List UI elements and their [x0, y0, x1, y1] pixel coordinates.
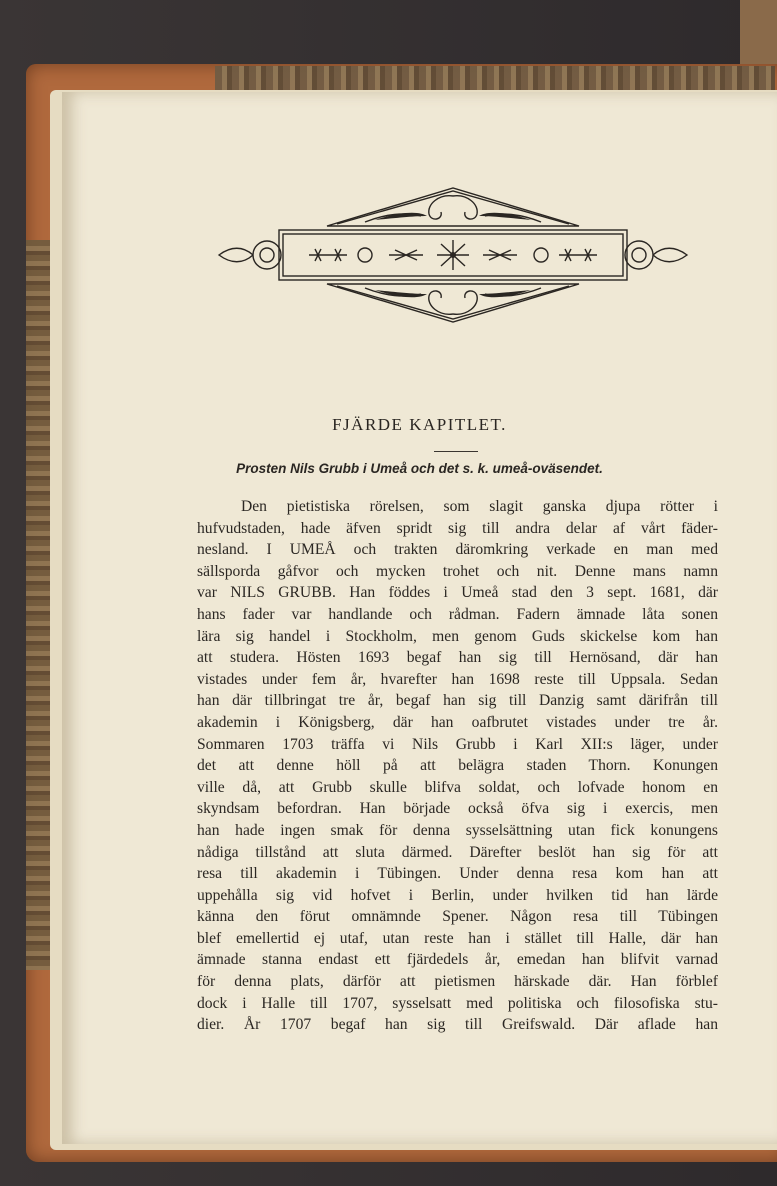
text-line: att studera. Hösten 1693 begaf han sig till Hernösand, där han — [197, 649, 718, 667]
cover-corner — [740, 0, 777, 64]
text-line: uppehålla sig vid hofvet i Berlin, under hvilken tid han lärde — [197, 886, 718, 904]
text-line: han där tillbringat tre år, begaf han sig till Danzig samt därifrån till — [197, 692, 718, 710]
text-line: lära sig handel i Stockholm, men genom Guds skickelse kom han — [197, 627, 718, 645]
text-line: akademin i Königsberg, där han oafbrutet vistades under tre år. — [197, 713, 718, 731]
text-line: han hade ingen smak för denna sysselsättning utan fick konungens — [197, 821, 718, 839]
chapter-subtitle: Prosten Nils Grubb i Umeå och det s. k. umeå-oväsendet. — [236, 461, 603, 476]
cover-marbling-left — [26, 240, 52, 970]
text-line: Den pietistiska rörelsen, som slagit ganska djupa rötter i — [241, 498, 718, 515]
text-line: nådiga tillstånd att sluta därmed. Därefter beslöt han sig för att — [197, 843, 718, 861]
text-line: hufvudstaden, hade äfven spridt sig till andra delar af vårt fäder- — [197, 519, 718, 537]
text-line: känna den förut omnämnde Spener. Någon resa till Tübingen — [197, 908, 718, 926]
text-line: det att denne höll på att belägra staden Thorn. Konungen — [197, 757, 718, 775]
text-line: dier. År 1707 begaf han sig till Greifswald. Där aflade han — [197, 1016, 718, 1034]
text-line: hans fader var handlande och rådman. Fadern ämnade låta sonen — [197, 605, 718, 623]
text-line: nesland. I UMEÅ och trakten däromkring verkade en man med — [197, 541, 718, 559]
text-line: för denna plats, därför att pietismen härskade där. Han förblef — [197, 973, 718, 991]
text-line: dock i Halle till 1707, sysselsatt med politiska och filosofiska stu- — [197, 994, 718, 1012]
chapter-title: FJÄRDE KAPITLET. — [332, 415, 507, 434]
text-line: var NILS GRUBB. Han föddes i Umeå stad den 3 sept. 1681, där — [197, 584, 718, 602]
text-line: Sommaren 1703 träffa vi Nils Grubb i Karl XII:s läger, under — [197, 735, 718, 753]
text-line: vistades under fem år, hvarefter han 1698 reste till Uppsala. Sedan — [197, 670, 718, 688]
text-line: skyndsam befordran. Han började också öfva sig i exercis, men — [197, 800, 718, 818]
text-line: ämnade stanna endast ett fjärdedels år, emedan han blifvit varnad — [197, 951, 718, 969]
decorative-headpiece-ornament — [215, 186, 691, 324]
text-line: resa till akademin i Tübingen. Under denna resa kom han att — [197, 865, 718, 883]
title-rule — [434, 451, 478, 452]
cover-marbling-top — [215, 66, 775, 92]
text-line: blef emellertid ej utaf, utan reste han i stället till Halle, där han — [197, 929, 718, 947]
text-line: sällsporda gåfvor och mycken trohet och nit. Denne mans namn — [197, 562, 718, 580]
body-text — [197, 496, 718, 1036]
text-line: ville då, att Grubb skulle blifva soldat, och lofvade honom en — [197, 778, 718, 796]
